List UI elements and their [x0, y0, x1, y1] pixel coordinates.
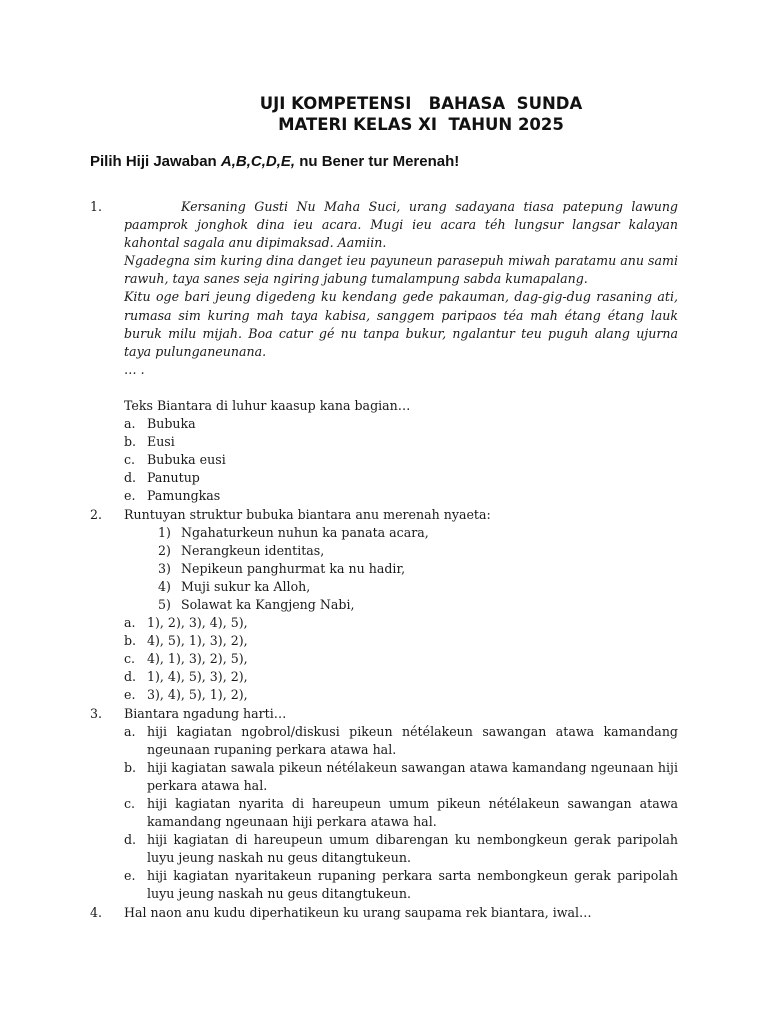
- item-text: Ngahaturkeun nuhun ka panata acara,: [181, 524, 429, 540]
- answer-option: [124, 632, 678, 650]
- option-letter: e.: [124, 488, 136, 504]
- option-letter: c.: [124, 452, 136, 468]
- passage-paragraph: Kersaning Gusti Nu Maha Suci, urang sadayana tiasa patepung lawung paamprok jonghok dina ieu acara. Mugi ieu acara téh lungsur langsar kalayan kahontal sagala anu dipimaksad. Aamiin.: [124, 199, 678, 251]
- structure-item: [158, 560, 678, 578]
- option-letter: c.: [124, 651, 136, 667]
- question-text: Hal naon anu kudu diperhatikeun ku urang saupama rek biantara, iwal…: [124, 904, 592, 920]
- item-text: Solawat ka Kangjeng Nabi,: [181, 596, 355, 612]
- question-1: [90, 198, 678, 506]
- option-letter: e.: [124, 687, 136, 703]
- item-text: Muji sukur ka Alloh,: [181, 578, 311, 594]
- structure-item: [158, 542, 678, 560]
- option-text: hiji kagiatan di hareupeun umum dibarengan ku nembongkeun gerak paripolah luyu jeung naskah nu geus ditangtukeun.: [147, 832, 678, 866]
- answer-option: [124, 867, 678, 903]
- option-letter: d.: [124, 832, 137, 848]
- answer-option: [124, 415, 678, 433]
- option-text: 4), 5), 1), 3), 2),: [147, 633, 248, 649]
- option-letter: a.: [124, 615, 136, 631]
- option-text: 3), 4), 5), 1), 2),: [147, 687, 248, 703]
- passage-paragraph: Kitu oge bari jeung digedeng ku kendang gede pakauman, dag-gig-dug rasaning ati, rumasa sim kuring mah taya kabisa, sanggem paripaos téa mah étang étang lauk buruk milu mijah. Boa catur gé nu tanpa bukur, ngalantur teu puguh alang ujurna taya pulunganeunana.: [124, 289, 678, 359]
- answer-option: [124, 723, 678, 759]
- passage-ellipsis: … .: [124, 361, 145, 377]
- question-number: 4.: [90, 904, 103, 920]
- answer-option: [124, 614, 678, 632]
- answer-option: [124, 686, 678, 704]
- answer-option: [124, 668, 678, 686]
- answer-option: [124, 795, 678, 831]
- item-label: 2): [158, 542, 171, 558]
- question-text: Biantara ngadung harti…: [124, 705, 287, 721]
- option-text: 1), 2), 3), 4), 5),: [147, 615, 248, 631]
- answer-option: [124, 469, 678, 487]
- answer-options: [124, 614, 678, 704]
- answer-option: [124, 759, 678, 795]
- item-text: Nepikeun panghurmat ka nu hadir,: [181, 560, 406, 576]
- question-2: [90, 506, 678, 705]
- answer-options: [124, 723, 678, 904]
- instruction: [90, 153, 459, 170]
- option-text: hiji kagiatan nyarita di hareupeun umum pikeun nétélakeun sawangan atawa kamandang ngeunaan hiji perkara atawa hal.: [147, 796, 678, 830]
- instruction-suffix: nu Bener tur Merenah!: [295, 153, 460, 170]
- option-letter: c.: [124, 796, 136, 811]
- option-text: Eusi: [147, 434, 175, 450]
- option-letter: e.: [124, 868, 136, 884]
- option-text: 4), 1), 3), 2), 5),: [147, 651, 248, 667]
- option-text: hiji kagiatan ngobrol/diskusi pikeun nétélakeun sawangan atawa kamandang ngeunaan rupaning perkara atawa hal.: [147, 723, 678, 757]
- option-text: 1), 4), 5), 3), 2),: [147, 669, 248, 685]
- structure-item: [158, 524, 678, 542]
- question-text: Runtuyan struktur bubuka biantara anu merenah nyaeta:: [124, 506, 491, 522]
- structure-item: [158, 596, 678, 614]
- question-4: [90, 904, 678, 922]
- item-label: 5): [158, 596, 171, 612]
- answer-option: [124, 831, 678, 867]
- option-letter: d.: [124, 470, 137, 486]
- option-letter: b.: [124, 633, 137, 649]
- item-label: 3): [158, 560, 171, 576]
- option-text: hiji kagiatan nyaritakeun rupaning perkara sarta nembongkeun gerak paripolah luyu jeung naskah nu geus ditangtukeun.: [147, 868, 678, 902]
- passage-paragraph: Ngadegna sim kuring dina danget ieu payuneun parasepuh miwah paratamu anu sami rawuh, taya sanes seja ngiring jabung tumalampung sabda kumapalang.: [124, 253, 678, 287]
- answer-option: [124, 451, 678, 469]
- question-number: 3.: [90, 705, 103, 721]
- question-text: Teks Biantara di luhur kaasup kana bagian…: [124, 397, 411, 413]
- option-letter: d.: [124, 669, 137, 685]
- speech-passage: [124, 198, 678, 379]
- option-letter: a.: [124, 416, 136, 432]
- question-list: [90, 198, 678, 922]
- structure-list: [124, 524, 678, 614]
- option-text: Bubuka: [147, 416, 196, 432]
- answer-options: [124, 415, 678, 505]
- instruction-prefix: Pilih Hiji Jawaban: [90, 153, 221, 170]
- option-text: Panutup: [147, 470, 200, 486]
- question-number: 1.: [90, 199, 103, 214]
- option-text: hiji kagiatan sawala pikeun nétélakeun sawangan atawa kamandang ngeunaan hiji perkara atawa hal.: [147, 759, 678, 793]
- question-3: [90, 705, 678, 904]
- option-text: Pamungkas: [147, 488, 221, 504]
- option-letter: a.: [124, 723, 136, 739]
- instruction-letters: A,B,C,D,E,: [220, 153, 296, 170]
- item-text: Nerangkeun identitas,: [181, 542, 325, 558]
- answer-option: [124, 650, 678, 668]
- item-label: 1): [158, 524, 171, 540]
- structure-item: [158, 578, 678, 596]
- answer-option: [124, 487, 678, 505]
- page-title: UJI KOMPETENSI BAHASA SUNDA: [259, 94, 583, 113]
- page-subtitle: MATERI KELAS XI TAHUN 2025: [278, 115, 564, 134]
- option-letter: b.: [124, 434, 137, 450]
- answer-option: [124, 433, 678, 451]
- option-text: Bubuka eusi: [147, 452, 226, 468]
- item-label: 4): [158, 578, 171, 594]
- option-letter: b.: [124, 759, 137, 775]
- question-number: 2.: [90, 506, 103, 522]
